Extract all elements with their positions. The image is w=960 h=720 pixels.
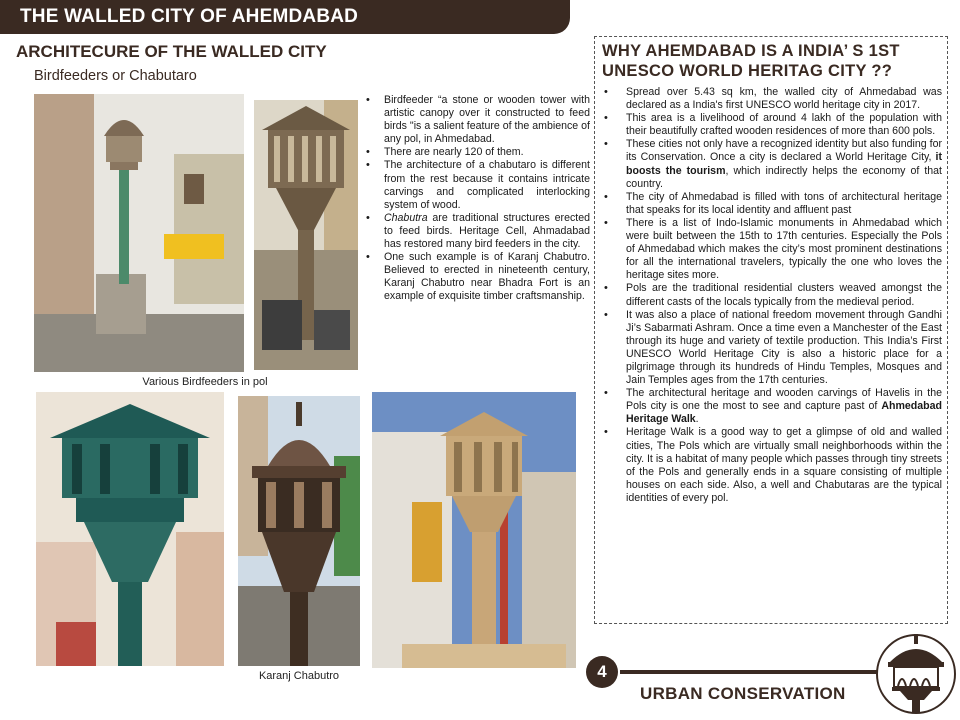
footer-label: URBAN CONSERVATION [640,684,846,703]
text-run: . [695,413,699,426]
photo-karanj-chabutro [238,396,360,666]
list-item: • Heritage Walk is a good way to get a glimpse of old and walled cities, The Pols which are virtually small neighborhoods within the city. It is a habitat of many people which passes through tiny streets of the Pols and generally ends in a square consisting of multiple houses on each side. Also, a well and Chabutaras are the typical identities of every pol. [600,426,942,505]
text-run: The architectural heritage and wooden carvings of Havelis in the Pols city is one the most to see and capture past of [626,387,942,413]
list-item: • Spread over 5.43 sq km, the walled city of Ahmedabad was declared as a India's first UNESCO world heritage city in 2017. [600,86,942,112]
list-item [364,212,590,251]
list-item: • It was also a place of national freedom movement through Gandhi Ji’s Sabarmati Ashram. Once a time even a Manchester of the East through its huge and variety of textile production. This India’s First UNESCO World Heritage City is also a historic place for a pilgrimage through its hundreds of Hindu Temples, Mosques and Jain Temples ages from the 17th centuries. [600,309,942,388]
text-run: These cities not only have a recognized identity but also funding for its Conservation. Once a city is declared a World Heritage City, [626,138,942,164]
birdfeeder-bullet-list [364,94,590,304]
photo-teal-chabutaro [36,392,224,666]
list-item: • The city of Ahmedabad is filled with tons of architectural heritage that speaks for its local identity and affluent past [600,191,942,217]
chabutra-term: Chabutra [384,211,428,224]
list-item: • There is a list of Indo-Islamic monuments in Ahmedabad which were built between the 15th to 17th centuries. Especially the Pols of Ahmedabad which makes the city’s most prominent destinations for all the international travelers, typically the one who loves the heritage sites more. [600,217,942,282]
page-header-title: THE WALLED CITY OF AHEMDABAD [0,0,570,34]
tourism-emphasis: it boosts the tourism [626,151,942,177]
list-item: • One such example is of Karanj Chabutro. Believed to erected in nineteenth century, Karanj Chabutro near Bhadra Fort is an example of exquisite timber craftsmanship. [364,251,590,303]
list-item: • The architecture of a chabutaro is different from the rest because it contains intricate carvings and complicated interlocking system of wood. [364,159,590,211]
footer-divider [620,670,878,674]
chabutaro-logo-icon [874,628,958,716]
caption-various-birdfeeders: Various Birdfeeders in pol [142,376,268,388]
list-item: • Pols are the traditional residential clusters weaved amongst the different casts of the locals typically from the medieval period. [600,282,942,308]
photo-stone-pillar-chabutaro [372,392,576,668]
list-item [600,387,942,426]
text-run: , which indirectly helps the economy of that country. [626,164,942,190]
heritage-walk-emphasis: Ahmedabad Heritage Walk [626,400,942,426]
section-title: ARCHITECURE OF THE WALLED CITY [16,42,327,61]
list-item [600,138,942,190]
unesco-title: WHY AHEMDABAD IS A INDIA’ S 1ST UNESCO WORLD HERITAG CITY ?? [602,42,900,80]
unesco-bullet-list [600,86,942,505]
photo-street-birdfeeder [34,94,244,372]
list-item: • There are nearly 120 of them. [364,146,590,159]
caption-karanj-chabutro: Karanj Chabutro [258,670,340,682]
list-item: • Birdfeeder “a stone or wooden tower with artistic canopy over it constructed to feed birds "is a salient feature of the ambience of any pol, in Ahmedabad. [364,94,590,146]
chabutra-description: are traditional structures erected to feed birds. Heritage Cell, Ahmadabad has restored many bird feeders in the city. [384,211,590,251]
section-subtitle: Birdfeeders or Chabutaro [34,68,197,84]
photo-wooden-birdfeeder [254,100,358,370]
list-item: • This area is a livelihood of around 4 lakh of the population with their beautifully crafted wooden residences of more than 600 pols. [600,112,942,138]
page-number: 4 [586,656,618,688]
